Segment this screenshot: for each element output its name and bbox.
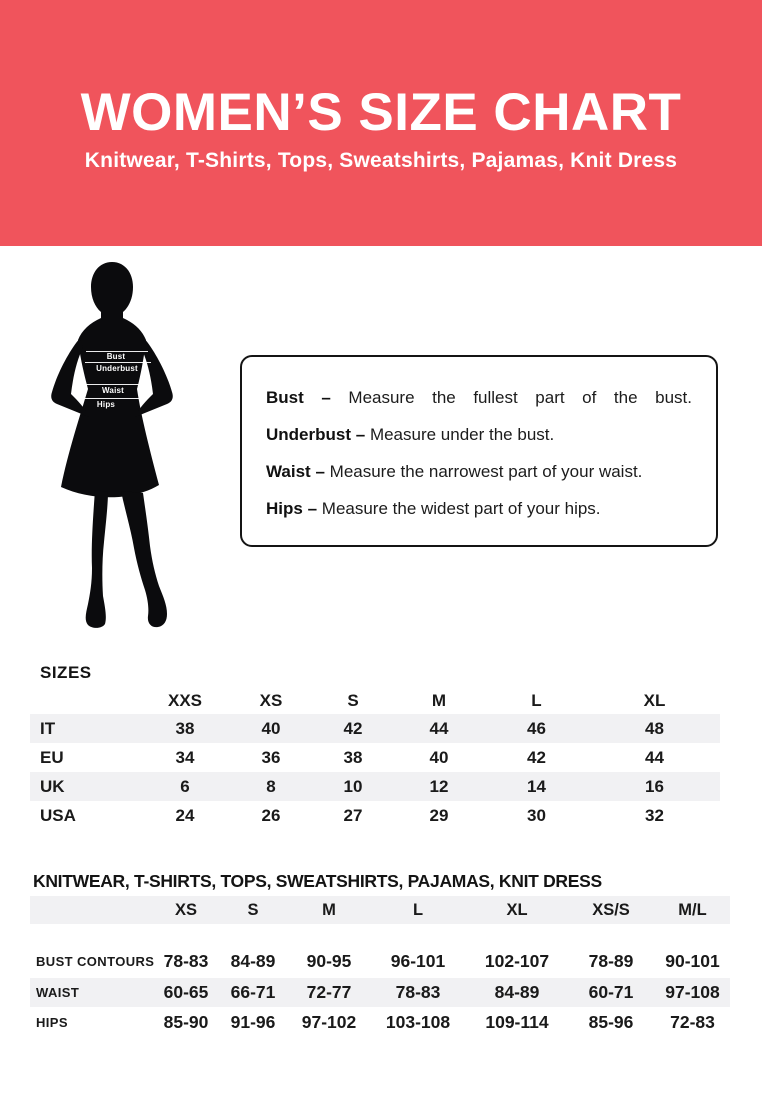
sizes-col-header-empty xyxy=(30,687,140,714)
measurement-cell: 60-65 xyxy=(163,982,209,1002)
measurement-cell: 85-96 xyxy=(588,1012,634,1032)
row-label: IT xyxy=(40,718,56,738)
row-label: UK xyxy=(40,776,65,796)
size-cell: 44 xyxy=(429,718,449,738)
garment-table-heading: KNITWEAR, T-SHIRTS, TOPS, SWEATSHIRTS, PAJAMAS, KNIT DRESS xyxy=(33,871,602,891)
underbust-body-label: Underbust xyxy=(96,364,138,373)
table-row-uk xyxy=(30,772,720,801)
garment-col-header: S xyxy=(247,900,259,919)
measure-guide-item-waist xyxy=(266,453,692,490)
size-cell: 32 xyxy=(645,805,664,825)
woman-silhouette-figure xyxy=(44,256,184,634)
garment-col-header: M xyxy=(322,900,336,919)
measure-term: Hips xyxy=(266,499,303,518)
size-cell: 46 xyxy=(527,718,546,738)
measurement-cell: 78-83 xyxy=(163,951,209,971)
measurement-cell: 78-89 xyxy=(588,951,634,971)
table-spacer-row xyxy=(30,924,730,945)
bust-body-label: Bust xyxy=(106,352,126,361)
measurement-cell: 90-95 xyxy=(306,951,352,971)
measurement-cell: 60-71 xyxy=(588,982,634,1002)
table-row-hips xyxy=(30,1007,730,1038)
size-cell: 29 xyxy=(429,805,449,825)
size-cell: 30 xyxy=(527,805,546,825)
measure-text: Measure the widest part of your hips. xyxy=(321,499,601,518)
sizes-conversion-table xyxy=(30,687,720,830)
measure-term: Underbust xyxy=(266,425,351,444)
size-cell: 44 xyxy=(645,747,664,767)
table-row-usa xyxy=(30,801,720,830)
measure-term: Waist xyxy=(266,462,311,481)
sizes-col-header: XL xyxy=(643,690,666,710)
table-row-bust-contours xyxy=(30,945,730,978)
page-subtitle: Knitwear, T-Shirts, Tops, Sweatshirts, Pajamas, Knit Dress xyxy=(84,149,678,172)
measurement-cell: 72-77 xyxy=(306,982,352,1002)
measure-dash: – xyxy=(307,499,318,518)
row-label: HIPS xyxy=(36,1015,68,1030)
size-cell: 12 xyxy=(429,776,449,796)
measure-guide-item-underbust xyxy=(266,416,692,453)
sizes-col-header: XS xyxy=(259,690,283,710)
sizes-col-header: XXS xyxy=(167,690,203,710)
table-row-eu xyxy=(30,743,720,772)
table-row-waist xyxy=(30,978,730,1007)
measurement-cell: 97-102 xyxy=(301,1012,357,1032)
size-cell: 34 xyxy=(175,747,195,767)
size-cell: 16 xyxy=(645,776,664,796)
measurement-cell: 66-71 xyxy=(230,982,276,1002)
woman-silhouette-icon xyxy=(44,256,184,634)
sizes-col-header: S xyxy=(347,690,359,710)
measurement-cell: 72-83 xyxy=(670,1012,715,1032)
size-cell: 6 xyxy=(180,776,190,796)
size-cell: 24 xyxy=(175,805,195,825)
measurement-cell: 85-90 xyxy=(163,1012,209,1032)
measurement-cell: 91-96 xyxy=(230,1012,276,1032)
measurement-cell: 103-108 xyxy=(385,1012,451,1032)
garment-col-header-empty xyxy=(30,896,155,924)
size-cell: 27 xyxy=(343,805,363,825)
size-cell: 38 xyxy=(175,718,195,738)
header-banner xyxy=(0,0,762,246)
garment-col-header: XS/S xyxy=(592,900,630,919)
sizes-header-row xyxy=(30,687,720,714)
garment-col-header: M/L xyxy=(678,900,707,919)
measurement-cell: 96-101 xyxy=(390,951,446,971)
row-label: USA xyxy=(40,805,76,825)
measure-text: Measure the fullest part of the bust. xyxy=(348,388,692,407)
measure-dash: – xyxy=(355,425,366,444)
row-label: BUST CONTOURS xyxy=(36,954,155,969)
measure-text: Measure the narrowest part of your waist. xyxy=(329,462,643,481)
measure-text: Measure under the bust. xyxy=(369,425,555,444)
measurement-cell: 90-101 xyxy=(665,951,720,971)
garment-measurements-table xyxy=(30,896,730,1038)
garment-header-row xyxy=(30,896,730,924)
measure-term: Bust xyxy=(266,388,304,407)
measurement-cell: 97-108 xyxy=(665,982,720,1002)
measurement-cell: 84-89 xyxy=(494,982,540,1002)
measurement-cell: 78-83 xyxy=(395,982,441,1002)
size-cell: 26 xyxy=(261,805,281,825)
hips-measure-line xyxy=(78,398,140,399)
measurement-cell: 84-89 xyxy=(230,951,276,971)
size-cell: 8 xyxy=(266,776,276,796)
size-cell: 48 xyxy=(645,718,664,738)
sizes-table-heading: SIZES xyxy=(40,663,92,682)
sizes-col-header: L xyxy=(531,690,542,710)
measurement-cell: 102-107 xyxy=(484,951,550,971)
garment-col-header: L xyxy=(412,900,424,919)
table-row-it xyxy=(30,714,720,743)
row-label: WAIST xyxy=(36,985,80,1000)
waist-measure-line xyxy=(82,384,146,385)
hips-body-label: Hips xyxy=(96,400,116,409)
garment-col-header: XL xyxy=(506,900,528,919)
row-label: EU xyxy=(40,747,64,767)
size-cell: 14 xyxy=(527,776,546,796)
underbust-measure-line xyxy=(85,362,151,363)
measure-dash: – xyxy=(315,462,325,481)
size-cell: 38 xyxy=(343,747,363,767)
size-cell: 10 xyxy=(343,776,363,796)
measure-guide-item-hips xyxy=(266,490,692,527)
measure-dash: – xyxy=(321,388,331,407)
size-cell: 42 xyxy=(343,718,363,738)
measure-guide-item-bust xyxy=(266,379,692,416)
garment-col-header: XS xyxy=(174,900,197,919)
page-title: WOMEN’S SIZE CHART xyxy=(80,83,682,142)
measure-guide-box xyxy=(240,355,718,547)
measurement-cell: 109-114 xyxy=(485,1012,549,1032)
size-cell: 42 xyxy=(527,747,546,767)
size-cell: 36 xyxy=(261,747,281,767)
sizes-col-header: M xyxy=(431,690,447,710)
waist-body-label: Waist xyxy=(101,386,125,395)
size-cell: 40 xyxy=(261,718,281,738)
size-cell: 40 xyxy=(429,747,449,767)
